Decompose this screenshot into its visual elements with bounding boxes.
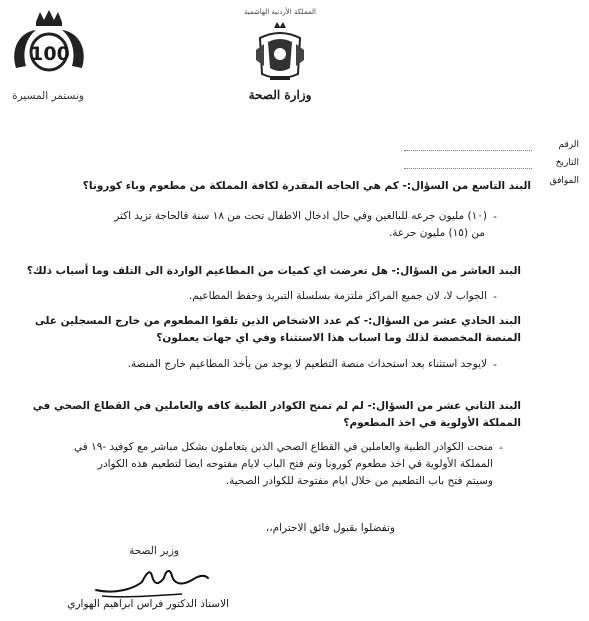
- q12-heading-line-2: المملكة الأولوية في اخذ المطعوم؟: [343, 417, 521, 429]
- signatory-name: الاستاذ الدكتور فراس ابراهيم الهواري: [67, 598, 229, 610]
- q11-answer: لايوجد استثناء بعد استحداث منصة التطعيم لا يوجد من يأخذ المطاعيم خارج المنصة.: [127, 358, 487, 370]
- q10-heading: البند العاشر من السؤال:- هل تعرضت اي كميات من المطاعيم الواردة الى التلف وما أسباب ذلك؟: [26, 265, 521, 277]
- ref-date-label: التاريخ: [555, 158, 579, 168]
- closing-line: وتفضلوا بقبول فائق الاحترام،،: [265, 522, 395, 534]
- ref-number-line: [404, 150, 532, 151]
- ref-corresponding-label: الموافق: [549, 176, 579, 186]
- centenary-logo: [6, 8, 92, 108]
- q10-answer: الجواب لا، لان جميع المراكز ملتزمة بسلسلة التبريد وحفظ المطاعيم.: [188, 290, 487, 302]
- centenary-number: 100: [30, 43, 70, 65]
- q9-answer-line-2: من (١٥) مليون جرعة.: [388, 227, 485, 239]
- q12-answer-line-1: منحت الكوادر الطبية والعاملين في القطاع الصحي الذين يتعاملون بشكل مباشر مع كوفيد -١٩ في: [74, 441, 493, 453]
- ref-date-line: [404, 168, 532, 169]
- bullet-dash: -: [493, 290, 497, 303]
- q9-answer-line-1: (١٠) مليون جرعه للبالغين وفي حال ادخال الاطفال تحت من ١٨ سنة فالحاجة تزيد اكثر: [114, 210, 487, 222]
- coat-of-arms-icon: [250, 20, 310, 84]
- ref-number-label: الرقم: [558, 140, 579, 150]
- ministry-name: وزارة الصحة: [248, 88, 312, 102]
- kingdom-inscription: المملكة الأردنية الهاشمية: [243, 8, 316, 16]
- bullet-dash: -: [499, 441, 503, 454]
- q9-heading: البند التاسع من السؤال:- كم هي الحاجه المقدرة لكافة المملكة من مطعوم وباء كورونا؟: [82, 180, 531, 192]
- bullet-dash: -: [493, 358, 497, 371]
- centenary-slogan: ونستمر المسيرة: [12, 90, 84, 102]
- q12-answer-line-2: المملكة الأولوية في اخذ مطعوم كورونا وتم فتح الباب لايام مفتوحه ايضا لتطعيم هذه الكوادر: [97, 458, 493, 470]
- q12-heading-line-1: البند الثاني عشر من السؤال:- لم لم تمنح الكوادر الطبية كافه والعاملين في القطاع الصحي في: [32, 400, 521, 412]
- q11-heading-line-1: البند الحادي عشر من السؤال:- كم عدد الاشخاص الذين تلقوا المطعوم من خارج المسجلين على: [34, 315, 521, 327]
- handwritten-signature: [92, 560, 212, 600]
- signatory-title: وزير الصحة: [129, 545, 179, 557]
- bullet-dash: -: [493, 210, 497, 223]
- q11-heading-line-2: المنصة المخصصة لذلك وما اسباب هذا الاستثناء وفي اي جهات يعملون؟: [156, 332, 521, 344]
- q12-answer-line-3: وسيتم فتح باب التطعيم من خلال ايام مفتوحة للكوادر الصحية.: [225, 475, 493, 487]
